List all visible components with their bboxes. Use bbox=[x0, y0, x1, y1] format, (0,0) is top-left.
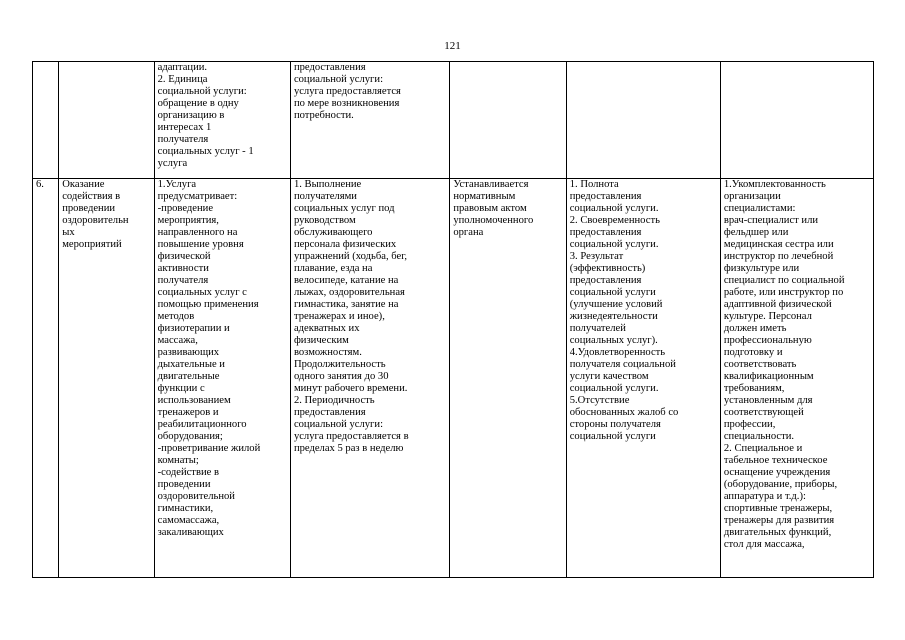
table-cell-tariff bbox=[450, 62, 566, 179]
table-cell-number: 6. bbox=[33, 179, 59, 578]
table-cell-conditions bbox=[720, 62, 873, 179]
table-cell-description: 1.Услуга предусматривает: -проведение мероприятия, направленного на повышение уровня физической активности получателя социальных услуг с помощью применения методов физиотерапии и массажа, развивающих дыхательные и двигательные функции с использованием тренажеров и реабилитационного оборудования; -проветривание жилой комнаты; -содействие в проведении оздоровительной гимнастики, самомассажа, закаливающих bbox=[154, 179, 290, 578]
table-cell-volume: предоставления социальной услуги: услуга предоставляется по мере возникновения потребности. bbox=[290, 62, 449, 179]
table-cell-conditions: 1.Укомплектованность организации специалистами: врач-специалист или фельдшер или медицинская сестра или инструктор по лечебной физкультуре или специалист по социальной работе, или инструктор по адаптивной физической культуре. Персонал должен иметь профессиональную подготовку и соответствовать квалификационным требованиям, установленным для соответствующей профессии, специальности. 2. Специальное и табельное техническое оснащение учреждения (оборудование, приборы, аппаратура и т.д.): спортивные тренажеры, тренажеры для развития двигательных функций, стол для массажа, bbox=[720, 179, 873, 578]
services-table bbox=[32, 61, 874, 578]
table-row bbox=[33, 62, 874, 179]
table-cell-quality-indicators: 1. Полнота предоставления социальной услуги. 2. Своевременность предоставления социальной услуги. 3. Результат (эффективность) предоставления социальной услуги (улучшение условий жизнедеятельности получателей социальных услуг). 4.Удовлетворенность получателя социальной услуги качеством социальной услуги. 5.Отсутствие обоснованных жалоб со стороны получателя социальной услуги bbox=[566, 179, 720, 578]
table-row bbox=[33, 179, 874, 578]
table-cell-tariff: Устанавливается нормативным правовым актом уполномоченного органа bbox=[450, 179, 566, 578]
table-cell-number bbox=[33, 62, 59, 179]
table-cell-description: адаптации. 2. Единица социальной услуги: обращение в одну организацию в интересах 1 получателя социальных услуг - 1 услуга bbox=[154, 62, 290, 179]
table-cell-service-name: Оказание содействия в проведении оздоровительн ых мероприятий bbox=[59, 179, 154, 578]
page-number: 121 bbox=[444, 40, 461, 52]
table-cell-service-name bbox=[59, 62, 154, 179]
table-cell-volume: 1. Выполнение получателями социальных услуг под руководством обслуживающего персонала физических упражнений (ходьба, бег, плавание, езда на велосипеде, катание на лыжах, оздоровительная гимнастика, занятие на тренажерах и иное), адекватных их физическим возможностям. Продолжительность одного занятия до 30 минут рабочего времени. 2. Периодичность предоставления социальной услуги: услуга предоставляется в пределах 5 раз в неделю bbox=[290, 179, 449, 578]
table-cell-quality-indicators bbox=[566, 62, 720, 179]
